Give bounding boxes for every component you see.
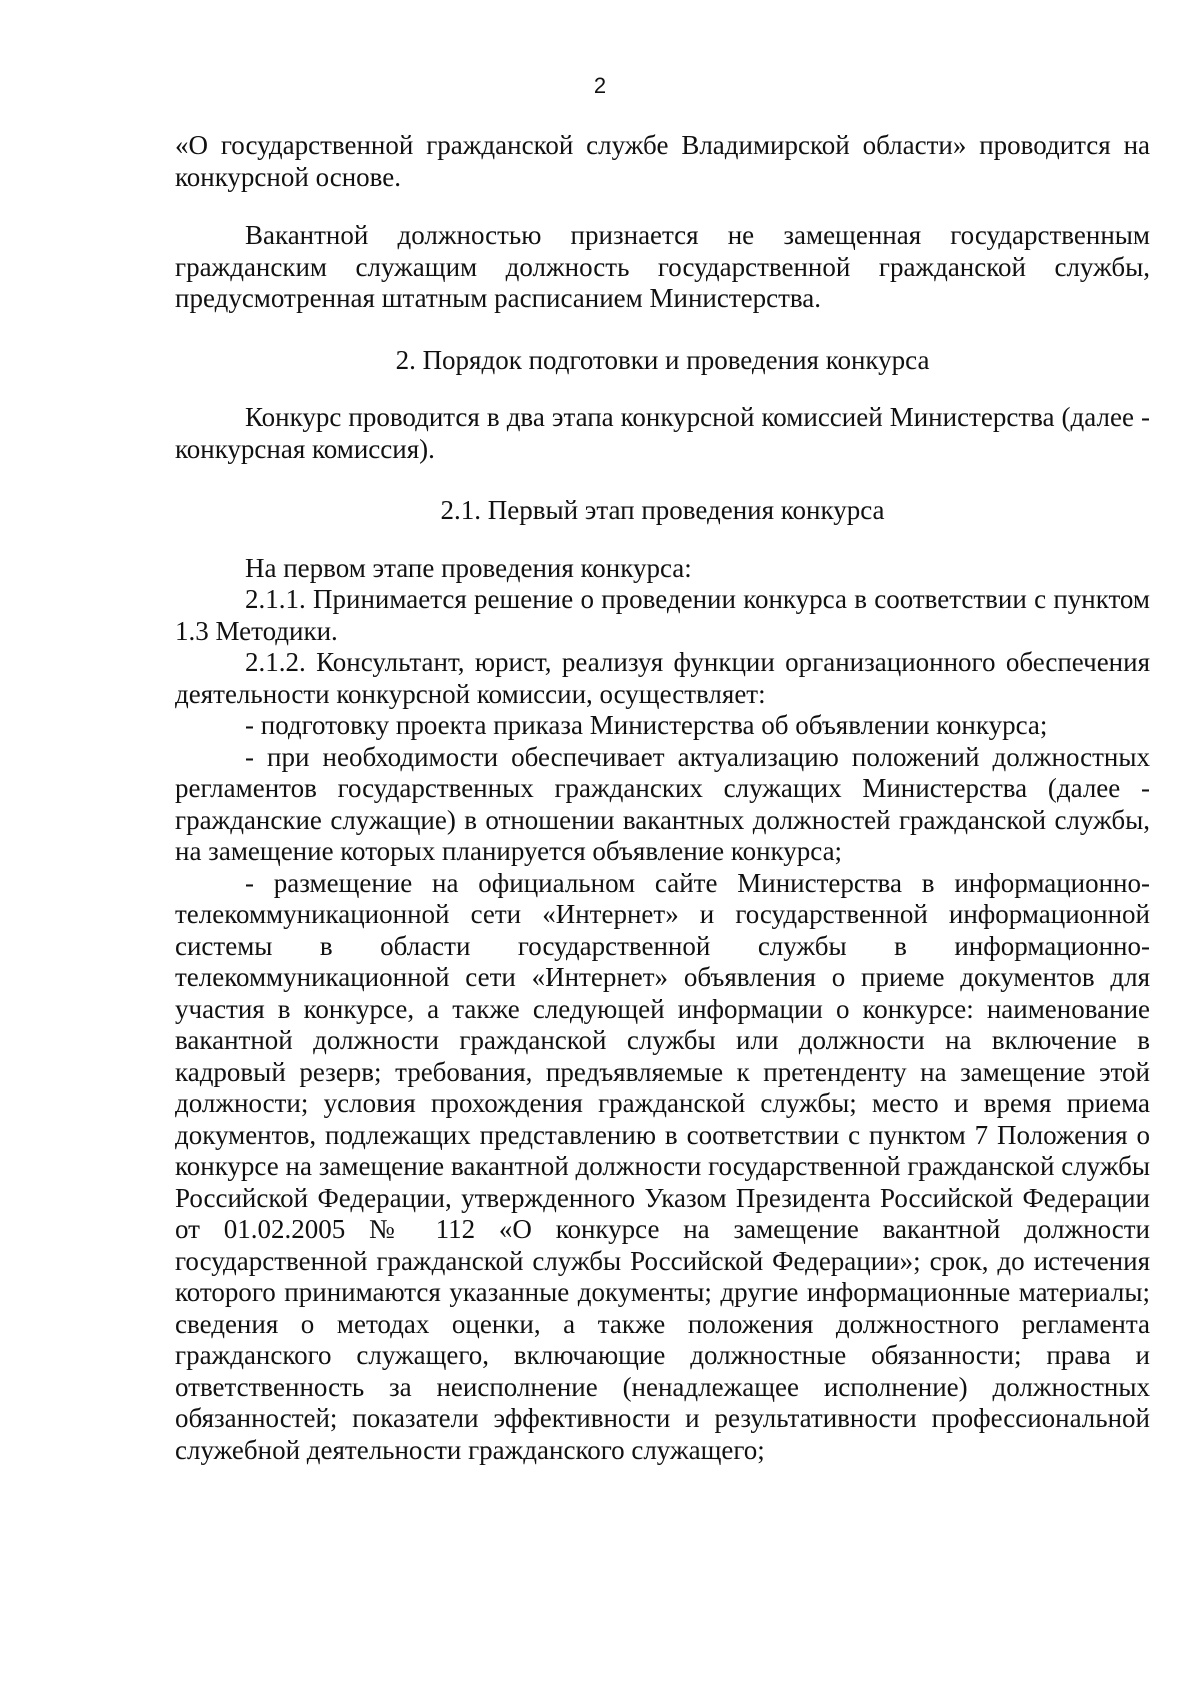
page-number: 2: [593, 73, 607, 98]
paragraph-first-stage-intro: На первом этапе проведения конкурса:: [245, 552, 692, 583]
section-heading-2: 2. Порядок подготовки и проведения конкурса: [395, 344, 930, 375]
list-item-regulations-update: - при необходимости обеспечивает актуализацию положений должностных регламентов государственных гражданских служащих Министерства (далее - гражданские служащие) в отношении вакантных должностей гражданской службы, на замещение которых планируется объявление конкурса;: [175, 741, 1150, 866]
paragraph-2-1-2: 2.1.2. Консультант, юрист, реализуя функции организационного обеспечения деятельности конкурсной комиссии, осуществляет:: [175, 647, 1150, 709]
paragraph-vacant-position-definition: Вакантной должностью признается не замещенная государственным гражданским служащим должность государственной гражданской службы, предусмотренная штатным расписанием Министерства.: [175, 220, 1150, 313]
list-item-order-draft: - подготовку проекта приказа Министерства об объявлении конкурса;: [245, 710, 1048, 740]
paragraph-2-1-1: 2.1.1. Принимается решение о проведении конкурса в соответствии с пунктом 1.3 Методики.: [175, 584, 1150, 646]
document-body: [175, 130, 1150, 1466]
section-heading-2-1: 2.1. Первый этап проведения конкурса: [440, 495, 885, 525]
paragraph-intro-continuation: «О государственной гражданской службе Владимирской области» проводится на конкурсной основе.: [175, 130, 1150, 192]
paragraph-contest-stages: Конкурс проводится в два этапа конкурсной комиссией Министерства (далее - конкурсная комиссия).: [175, 402, 1150, 464]
list-item-website-publication: - размещение на официальном сайте Министерства в информационно-телекоммуникационной сети «Интернет» и государственной информационной системы в области государственной службы в информационно-телекоммуникационной сети «Интернет» объявления о приеме документов для участия в конкурсе, а также следующей информации о конкурсе: наименование вакантной должности гражданской службы или должности на включение в кадровый резерв; требования, предъявляемые к претенденту на замещение этой должности; условия прохождения гражданской службы; место и время приема документов, подлежащих представлению в соответствии с пунктом 7 Положения о конкурсе на замещение вакантной должности государственной гражданской службы Российской Федерации, утвержденного Указом Президента Российской Федерации от 01.02.2005 № 112 «О конкурсе на замещение вакантной должности государственной гражданской службы Российской Федерации»; срок, до истечения которого принимаются указанные документы; другие информационные материалы; сведения о методах оценки, а также положения должностного регламента гражданского служащего, включающие должностные обязанности; права и ответственность за неисполнение (ненадлежащее исполнение) должностных обязанностей; показатели эффективности и результативности профессиональной служебной деятельности гражданского служащего;: [175, 867, 1150, 1465]
